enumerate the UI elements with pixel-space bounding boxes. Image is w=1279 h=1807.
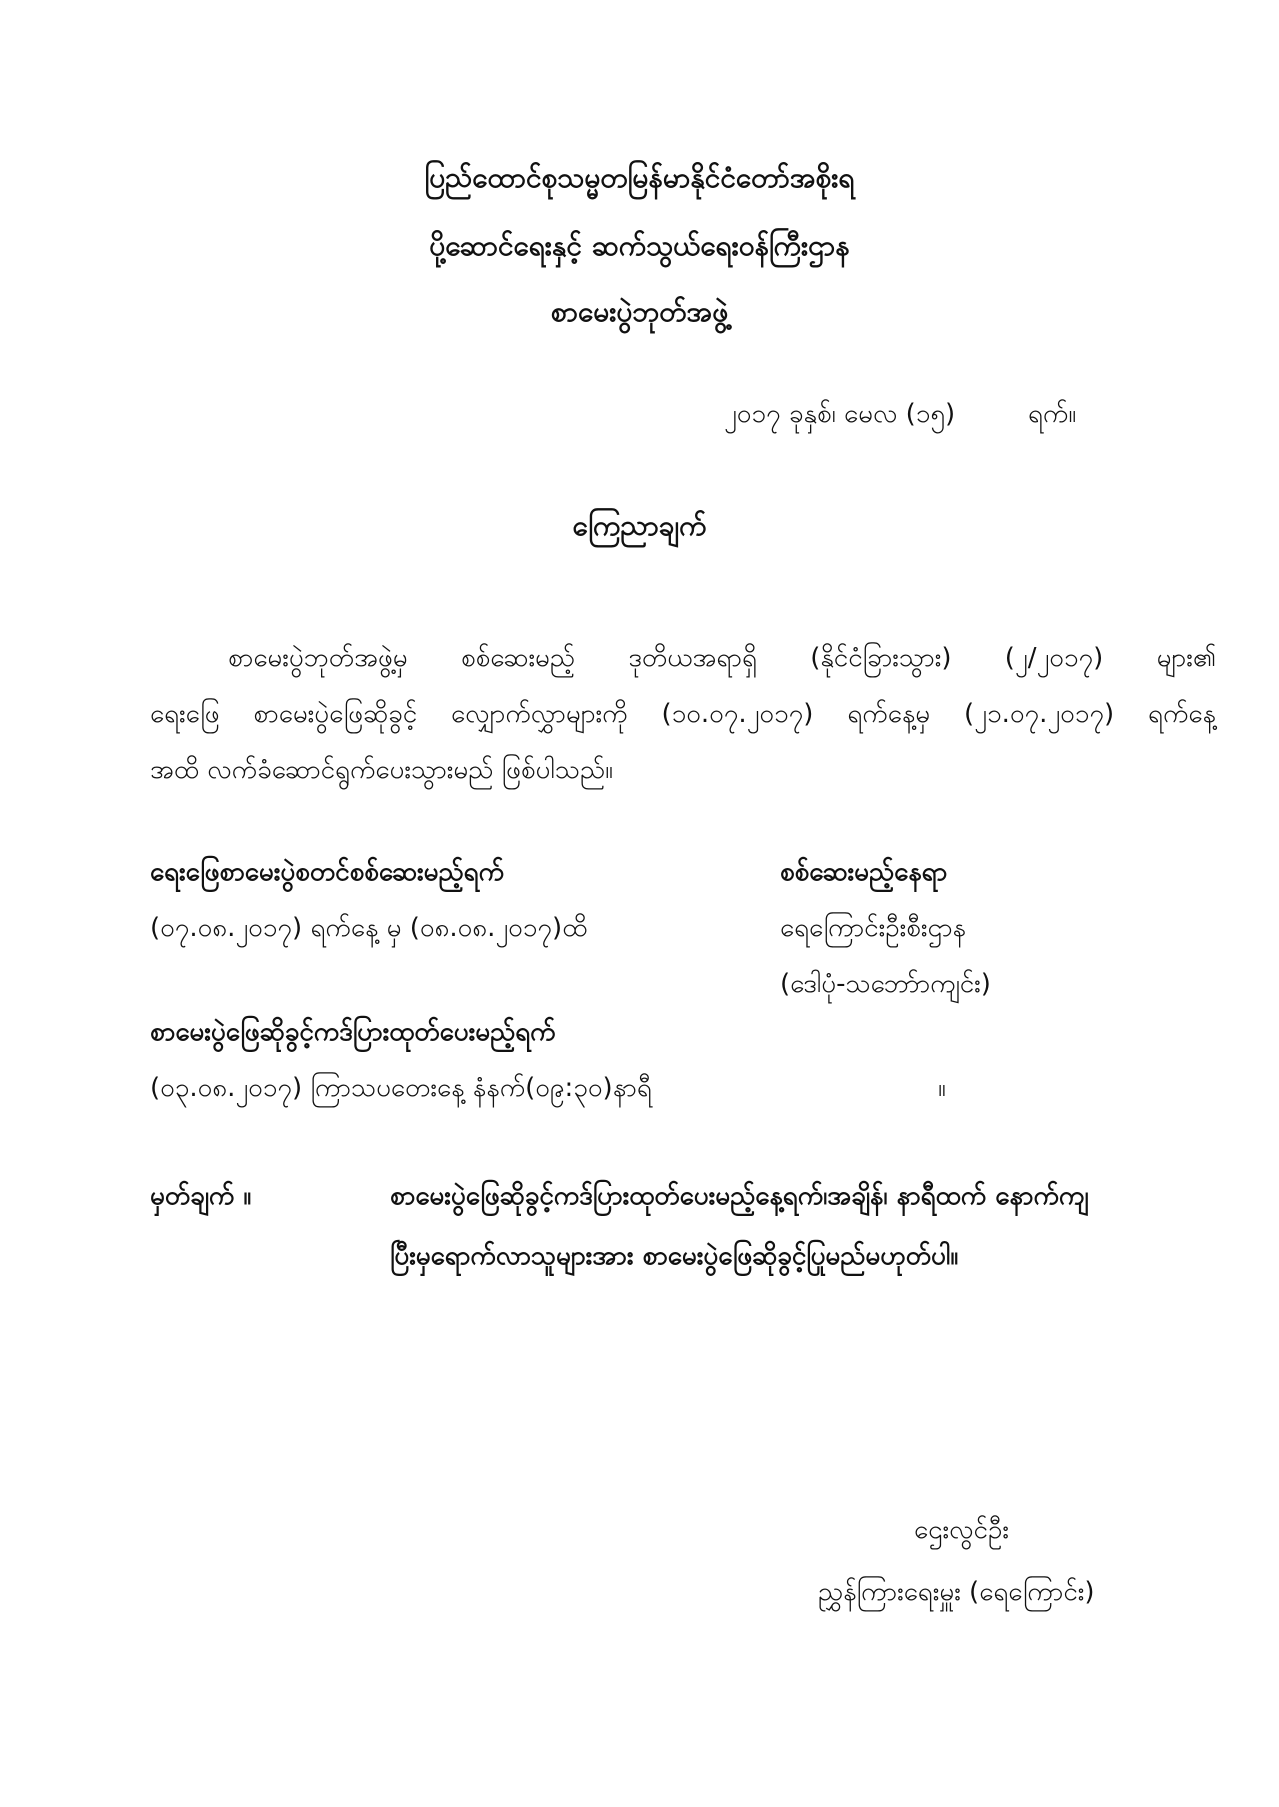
exam-place-value-2: (ဒေါပုံ-သဘော်ာကျင်း) (780, 969, 991, 999)
admit-card-end: ။ (938, 1073, 946, 1103)
note-line-2: ပြီးမှရောက်လာသူများအား စာမေးပွဲဖြေဆိုခွင့်ပြုမည်မဟုတ်ပါ။ (390, 1241, 959, 1271)
header-board: စာမေးပွဲဘုတ်အဖွဲ့ (550, 295, 729, 328)
header-government: ပြည်ထောင်စုသမ္မတမြန်မာနိုင်ငံတော်အစိုးရ (424, 161, 855, 194)
note-label: မှတ်ချက် ။ (150, 1181, 252, 1211)
signature-title: ညွှန်ကြားရေးမှူး (ရေကြောင်း) (818, 1577, 1095, 1607)
exam-date-value: (၀၇.၀၈.၂၀၁၇) ရက်နေ့ မှ (၀၈.၀၈.၂၀၁၇)ထိ (150, 913, 588, 943)
exam-place-label: စစ်ဆေးမည့်နေရာ (780, 857, 948, 887)
body-line-1: စာမေးပွဲဘုတ်အဖွဲ့မှ စစ်ဆေးမည့် ဒုတိယအရာရှိ (နိုင်ငံခြားသွား) (၂/၂၀၁၇) များ၏ (228, 643, 1216, 673)
announcement-date: ၂၀၁၇ ခုနှစ်၊ မေလ (၁၅) (724, 399, 956, 429)
body-line-2: ရေးဖြေ စာမေးပွဲဖြေဆိုခွင့် လျှောက်လွှာများကို (၁၀.၀၇.၂၀၁၇) ရက်နေ့မှ (၂၁.၀၇.၂၀၁၇) ရက်နေ့ (150, 699, 1216, 729)
admit-card-label: စာမေးပွဲဖြေဆိုခွင့်ကဒ်ပြားထုတ်ပေးမည့်ရက် (150, 1017, 556, 1047)
exam-place-value-1: ရေကြောင်းဦးစီးဌာန (780, 913, 967, 943)
signature-name: ဌေးလွင်ဦး (914, 1515, 1009, 1545)
exam-date-label: ရေးဖြေစာမေးပွဲစတင်စစ်ဆေးမည့်ရက် (150, 857, 505, 887)
body-line-3: အထိ လက်ခံဆောင်ရွက်ပေးသွားမည် ဖြစ်ပါသည်။ (150, 755, 613, 785)
document-title: ကြေညာချက် (572, 509, 707, 542)
announcement-date-suffix: ရက်။ (1028, 399, 1077, 429)
header-ministry: ပို့ဆောင်ရေးနှင့် ဆက်သွယ်ရေးဝန်ကြီးဌာန (429, 229, 850, 262)
note-line-1: စာမေးပွဲဖြေဆိုခွင့်ကဒ်ပြားထုတ်ပေးမည့်နေ့ရက်၊အချိန်၊ နာရီထက် နောက်ကျ (390, 1181, 1089, 1211)
admit-card-value: (၀၃.၀၈.၂၀၁၇) ကြာသပတေးနေ့ နံနက်(၀၉:၃၀)နာရီ (150, 1073, 652, 1103)
